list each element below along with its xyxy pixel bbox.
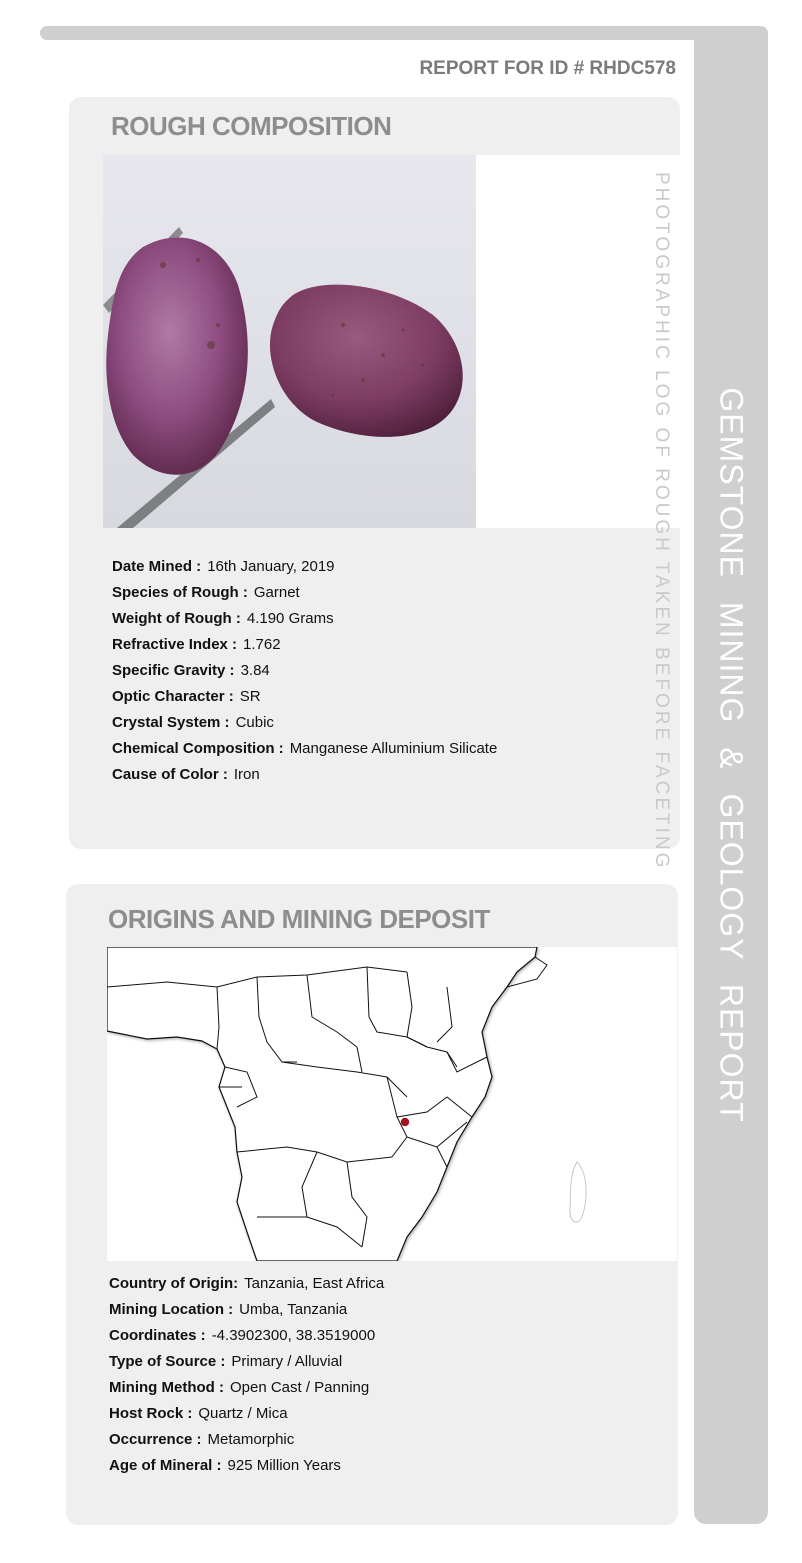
detail-row-occurrence: Occurrence : Metamorphic: [109, 1431, 295, 1448]
top-frame-bar: [40, 26, 768, 40]
detail-row-weight: Weight of Rough : 4.190 Grams: [112, 610, 334, 627]
detail-row-optic-character: Optic Character : SR: [112, 688, 261, 705]
detail-row-mineral-age: Age of Mineral : 925 Million Years: [109, 1457, 341, 1474]
rough-composition-card: [69, 97, 680, 849]
detail-row-mining-method: Mining Method : Open Cast / Panning: [109, 1379, 370, 1396]
rough-details-list: [112, 554, 497, 788]
detail-row-specific-gravity: Specific Gravity : 3.84: [112, 662, 270, 679]
detail-row-coordinates: Coordinates : -4.3902300, 38.3519000: [109, 1327, 376, 1344]
report-side-title: GEMSTONE MINING & GEOLOGY REPORT: [713, 387, 750, 1123]
rough-composition-title: ROUGH COMPOSITION: [111, 111, 392, 141]
detail-row-chemical-composition: Chemical Composition : Manganese Alluminium Silicate: [112, 740, 498, 757]
detail-row-host-rock: Host Rock : Quartz / Mica: [109, 1405, 288, 1422]
detail-row-mining-location: Mining Location : Umba, Tanzania: [109, 1301, 348, 1318]
detail-row-country: Country of Origin: Tanzania, East Africa: [109, 1275, 385, 1292]
mining-location-marker: [401, 1118, 409, 1126]
africa-map: [107, 947, 677, 1261]
origins-card: [66, 884, 678, 1525]
detail-row-refractive-index: Refractive Index : 1.762: [112, 636, 281, 653]
photo-caption: PHOTOGRAPHIC LOG OF ROUGH TAKEN BEFORE FACETING: [651, 172, 672, 871]
origin-details-list: [109, 1271, 384, 1479]
detail-row-species: Species of Rough : Garnet: [112, 584, 300, 601]
detail-row-date-mined: Date Mined : 16th January, 2019: [112, 558, 335, 575]
detail-row-cause-of-color: Cause of Color : Iron: [112, 766, 260, 783]
rough-gemstone-photo: [103, 155, 476, 528]
report-id: REPORT FOR ID # RHDC578: [419, 58, 676, 79]
detail-row-source-type: Type of Source : Primary / Alluvial: [109, 1353, 343, 1370]
detail-row-crystal-system: Crystal System : Cubic: [112, 714, 274, 731]
origins-title: ORIGINS AND MINING DEPOSIT: [108, 904, 490, 934]
